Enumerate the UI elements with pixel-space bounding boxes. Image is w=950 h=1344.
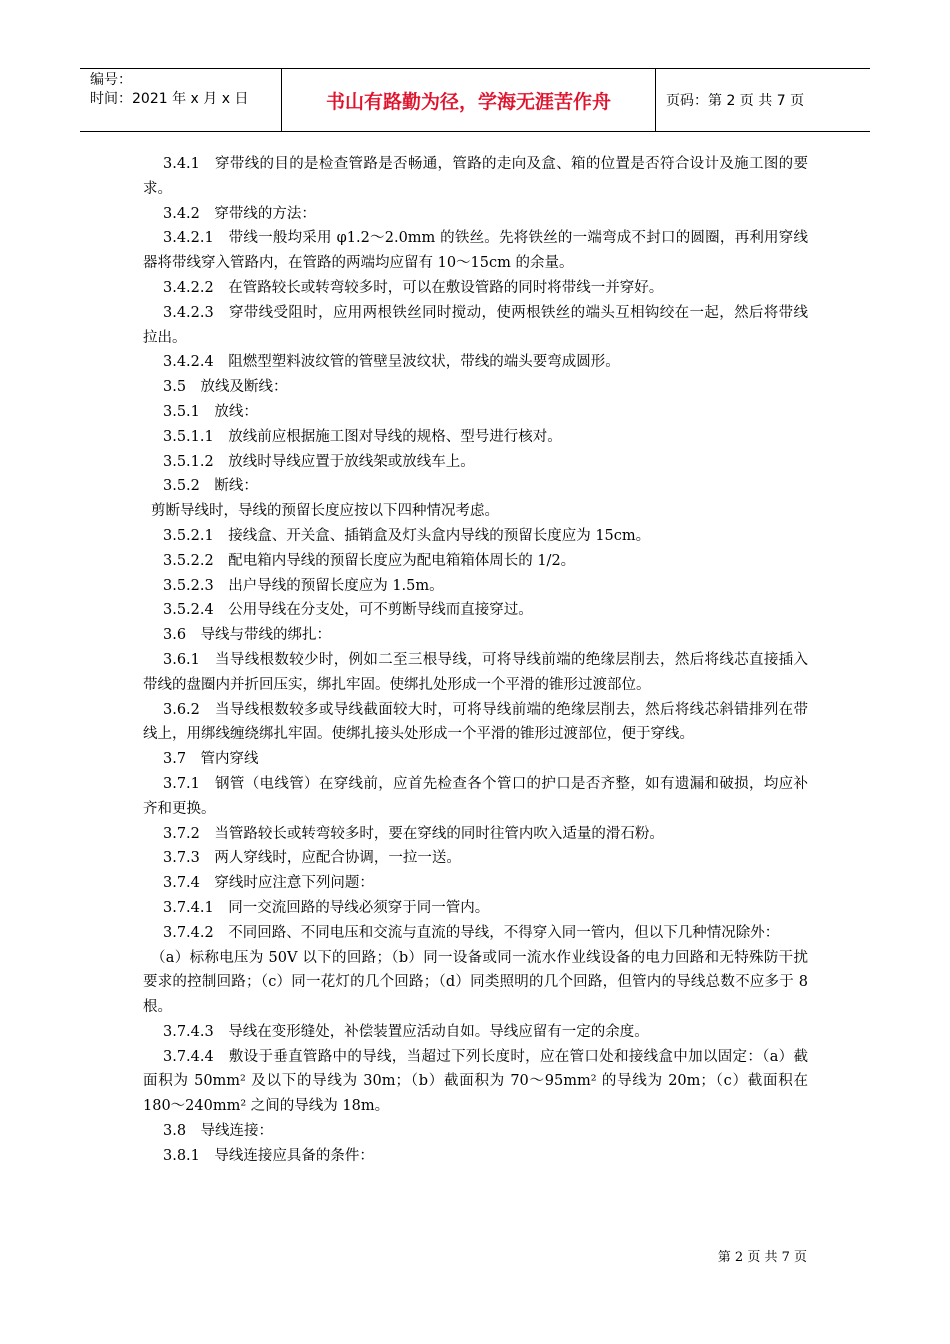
paragraph: 3.6 导线与带线的绑扎： <box>163 627 332 644</box>
header-page-label: 页码：第 2 页 共 7 页 <box>666 93 805 109</box>
motto: 书山有路勤为径，学海无涯苦作舟 <box>282 69 656 131</box>
paragraph: 3.8.1 导线连接应具备的条件： <box>163 1147 374 1164</box>
paragraph: 3.7.4.4 敷设于垂直管路中的导线，当超过下列长度时，应在管口处和接线盒中加以固定：（a）截面积为 50mm² 及以下的导线为 30m；（b）截面积为 70～95mm² 的导线为 20m；（c）截面积在 180～240mm² 之间的导线为 18m。 <box>143 1048 808 1115</box>
paragraph: 3.7.3 两人穿线时，应配合协调，一拉一送。 <box>163 850 461 867</box>
paragraph: 3.4.2.1 带线一般均采用 φ1.2～2.0mm 的铁丝。先将铁丝的一端弯成不封口的圆圈，再利用穿线器将带线穿入管路内，在管路的两端均应留有 10～15cm 的余量。 <box>143 230 808 272</box>
paragraph: 3.7.4.2 不同回路、不同电压和交流与直流的导线，不得穿入同一管内，但以下几种情况除外： <box>163 924 780 941</box>
paragraph: 3.8 导线连接： <box>163 1123 274 1140</box>
paragraph: 3.5.1.1 放线前应根据施工图对导线的规格、型号进行核对。 <box>163 428 562 445</box>
paragraph: 3.4.2.3 穿带线受阻时，应用两根铁丝同时搅动，使两根铁丝的端头互相钩绞在一起，然后将带线拉出。 <box>143 304 808 346</box>
number-label: 编号： <box>90 72 132 88</box>
paragraph: 3.7.4 穿线时应注意下列问题： <box>163 875 374 892</box>
document-body <box>143 152 808 1169</box>
paragraph: 3.5.2 断线： <box>163 478 258 495</box>
paragraph: 3.4.2.4 阻燃型塑料波纹管的管壁呈波纹状，带线的端头要弯成圆形。 <box>163 354 620 371</box>
page-header <box>80 68 870 132</box>
paragraph: 3.7.1 钢管（电线管）在穿线前，应首先检查各个管口的护口是否齐整，如有遗漏和破损，均应补齐和更换。 <box>143 775 808 817</box>
paragraph: （a）标称电压为 50V 以下的回路；（b）同一设备或同一流水作业线设备的电力回路和无特殊防干扰要求的控制回路；（c）同一花灯的几个回路；（d）同类照明的几个回路，但管内的导线总数不应多于 8 根。 <box>143 949 808 1016</box>
paragraph: 3.5.2.4 公用导线在分支处，可不剪断导线而直接穿过。 <box>163 602 533 619</box>
paragraph: 3.6.1 当导线根数较少时，例如二至三根导线，可将导线前端的绝缘层削去，然后将线芯直接插入带线的盘圈内并折回压实，绑扎牢固。使绑扎处形成一个平滑的锥形过渡部位。 <box>143 651 808 693</box>
paragraph: 3.4.2 穿带线的方法： <box>163 205 316 222</box>
paragraph: 剪断导线时，导线的预留长度应按以下四种情况考虑。 <box>151 503 499 520</box>
paragraph: 3.5.1.2 放线时导线应置于放线架或放线车上。 <box>163 453 475 470</box>
paragraph: 3.5 放线及断线： <box>163 379 288 396</box>
paragraph: 3.5.2.2 配电箱内导线的预留长度应为配电箱箱体周长的 1/2。 <box>163 552 576 569</box>
paragraph: 3.4.1 穿带线的目的是检查管路是否畅通，管路的走向及盒、箱的位置是否符合设计及施工图的要求。 <box>143 156 808 197</box>
paragraph: 3.4.2.2 在管路较长或转弯较多时，可以在敷设管路的同时将带线一并穿好。 <box>163 279 664 296</box>
paragraph: 3.5.1 放线： <box>163 403 258 420</box>
paragraph: 3.7.4.1 同一交流回路的导线必须穿于同一管内。 <box>163 899 490 916</box>
paragraph: 3.6.2 当导线根数较多或导线截面较大时，可将导线前端的绝缘层削去，然后将线芯斜错排列在带线上，用绑线缠绕绑扎牢固。使绑扎接头处形成一个平滑的锥形过渡部位，便于穿线。 <box>143 701 808 743</box>
page-footer: 第 2 页 共 7 页 <box>717 1250 807 1265</box>
paragraph: 3.5.2.3 出户导线的预留长度应为 1.5m。 <box>163 577 444 594</box>
date-label: 时间：2021 年 x 月 x 日 <box>90 91 249 107</box>
paragraph: 3.7 管内穿线 <box>163 751 259 768</box>
paragraph: 3.7.4.3 导线在变形缝处，补偿装置应活动自如。导线应留有一定的余度。 <box>163 1023 649 1040</box>
header-left-cell <box>80 69 282 131</box>
paragraph: 3.7.2 当管路较长或转弯较多时，要在穿线的同时往管内吹入适量的滑石粉。 <box>163 825 664 842</box>
paragraph: 3.5.2.1 接线盒、开关盒、插销盒及灯头盒内导线的预留长度应为 15cm。 <box>163 527 651 544</box>
